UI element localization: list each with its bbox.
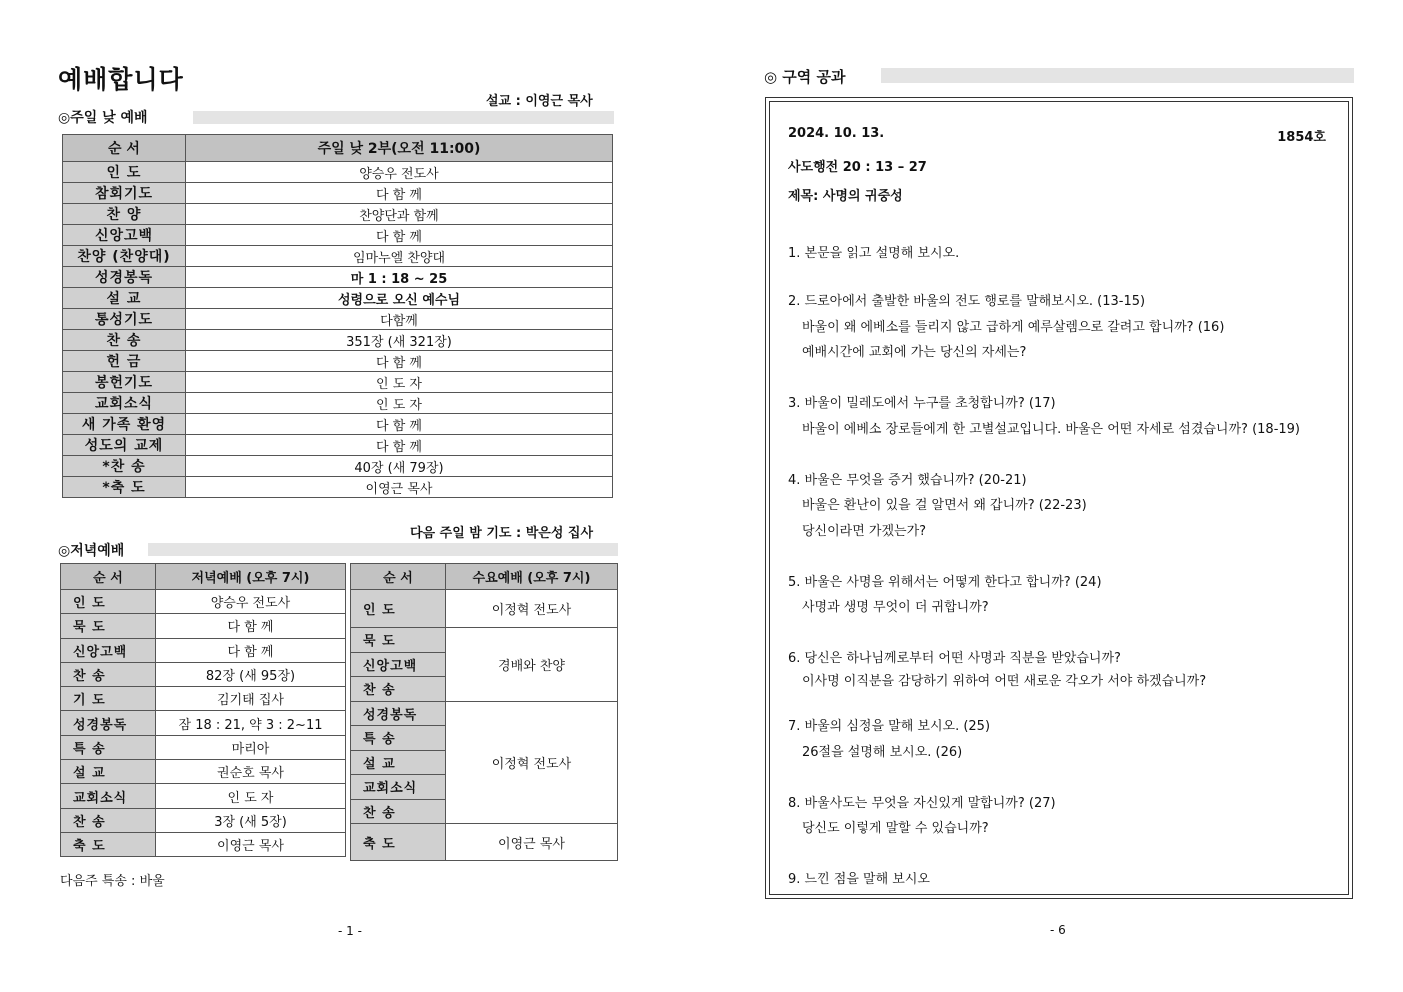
table-row xyxy=(63,435,613,456)
row-value: 찬양단과 함께 xyxy=(186,204,613,225)
table-row xyxy=(61,808,346,832)
column-header-service: 주일 낮 2부(오전 11:00) xyxy=(186,135,613,162)
row-label: 신앙고백 xyxy=(61,638,156,662)
row-label: 성경봉독 xyxy=(61,711,156,735)
table-row xyxy=(61,662,346,686)
row-label: 교회소식 xyxy=(351,775,446,800)
scripture-reference: 사도행전 20 : 13 – 27 xyxy=(788,160,927,175)
row-label: 성경봉독 xyxy=(351,701,446,726)
question-subline: 사명과 생명 무엇이 더 귀합니까? xyxy=(802,600,989,615)
question-item: 1. 본문을 읽고 설명해 보시오. xyxy=(788,246,960,261)
row-label: 새 가족 환영 xyxy=(63,414,186,435)
row-label: 교회소식 xyxy=(63,393,186,414)
table-row xyxy=(63,414,613,435)
question-item: 4. 바울은 무엇을 증거 했습니까? (20-21) xyxy=(788,473,1027,488)
page-title: 예배합니다 xyxy=(58,65,184,94)
morning-service-table xyxy=(62,134,613,498)
row-label: 찬 송 xyxy=(61,662,156,686)
row-label: 성도의 교제 xyxy=(63,435,186,456)
row-value: 다 함 께 xyxy=(186,351,613,372)
table-row xyxy=(63,477,613,498)
table-row xyxy=(63,393,613,414)
row-value: 40장 (새 79장) xyxy=(186,456,613,477)
row-value: 성령으로 오신 예수님 xyxy=(186,288,613,309)
row-label: 인 도 xyxy=(351,590,446,628)
table-row xyxy=(63,225,613,246)
issue-number: 1854호 xyxy=(1277,130,1326,145)
lesson-subject: 제목: 사명의 귀중성 xyxy=(788,189,903,204)
row-value: 다 함 께 xyxy=(186,225,613,246)
row-value: 경배와 찬양 xyxy=(446,628,618,702)
row-label: 통성기도 xyxy=(63,309,186,330)
row-value: 양승우 전도사 xyxy=(186,162,613,183)
column-header-order: 순 서 xyxy=(61,564,156,590)
row-label: 성경봉독 xyxy=(63,267,186,288)
row-value: 양승우 전도사 xyxy=(156,590,346,614)
row-value: 82장 (새 95장) xyxy=(156,662,346,686)
wednesday-service-table xyxy=(350,563,618,861)
row-value: 다 함 께 xyxy=(156,614,346,638)
next-special-song: 다음주 특송 : 바울 xyxy=(60,874,165,889)
column-header-service: 수요예배 (오후 7시) xyxy=(446,564,618,590)
question-subline: 당신도 이렇게 말할 수 있습니까? xyxy=(802,821,989,836)
row-label: 인 도 xyxy=(63,162,186,183)
question-item: 6. 당신은 하나님께로부터 어떤 사명과 직분을 받았습니까? xyxy=(788,651,1121,666)
row-label: 헌 금 xyxy=(63,351,186,372)
section-bar xyxy=(881,68,1354,83)
table-row xyxy=(63,330,613,351)
question-item: 8. 바울사도는 무엇을 자신있게 말합니까? (27) xyxy=(788,796,1056,811)
table-row xyxy=(63,456,613,477)
row-label: 설 교 xyxy=(61,760,156,784)
table-row xyxy=(63,267,613,288)
table-row xyxy=(61,784,346,808)
row-value: 다 함 께 xyxy=(186,435,613,456)
row-label: 신앙고백 xyxy=(351,652,446,677)
question-item: 3. 바울이 밀레도에서 누구를 초청합니까? (17) xyxy=(788,396,1056,411)
question-subline: 당신이라면 가겠는가? xyxy=(802,524,927,539)
row-label: 인 도 xyxy=(61,590,156,614)
row-label: 신앙고백 xyxy=(63,225,186,246)
row-label: 찬 송 xyxy=(351,677,446,702)
table-row xyxy=(61,590,346,614)
question-subline: 바울이 왜 에베소를 들리지 않고 급하게 예루살렘으로 갈려고 합니까? (16) xyxy=(802,320,1225,335)
row-label: 특 송 xyxy=(61,735,156,759)
table-row xyxy=(63,246,613,267)
lesson-box xyxy=(765,97,1353,899)
table-row xyxy=(61,687,346,711)
row-value: 다 함 께 xyxy=(186,414,613,435)
evening-heading: ◎저녁예배 xyxy=(58,543,125,559)
row-label: 찬 송 xyxy=(61,808,156,832)
row-value: 이영근 목사 xyxy=(186,477,613,498)
row-label: 교회소식 xyxy=(61,784,156,808)
table-row xyxy=(63,309,613,330)
question-item: 5. 바울은 사명을 위해서는 어떻게 한다고 합니까? (24) xyxy=(788,575,1102,590)
row-value: 다 함 께 xyxy=(156,638,346,662)
table-row xyxy=(61,832,346,856)
table-row xyxy=(61,735,346,759)
table-row xyxy=(63,183,613,204)
row-label: 설 교 xyxy=(63,288,186,309)
row-value: 다함께 xyxy=(186,309,613,330)
table-row xyxy=(63,372,613,393)
cell-lesson-heading: ◎ 구역 공과 xyxy=(764,68,846,86)
next-prayer-note: 다음 주일 밤 기도 : 박은성 집사 xyxy=(410,526,594,541)
table-row xyxy=(61,711,346,735)
table-row xyxy=(61,614,346,638)
row-value: 인 도 자 xyxy=(156,784,346,808)
row-label: 특 송 xyxy=(351,726,446,751)
morning-heading: ◎주일 낮 예배 xyxy=(58,110,148,126)
row-value: 마리아 xyxy=(156,735,346,759)
row-value: 임마누엘 찬양대 xyxy=(186,246,613,267)
table-row xyxy=(63,288,613,309)
lesson-date: 2024. 10. 13. xyxy=(788,126,885,141)
row-value: 잠 18 : 21, 약 3 : 2~11 xyxy=(156,711,346,735)
question-subline: 26절을 설명해 보시오. (26) xyxy=(802,745,963,760)
page-number-left: - 1 - xyxy=(338,924,362,938)
question-subline: 이사명 이직분을 감당하기 위하여 어떤 새로운 각오가 서야 하겠습니까? xyxy=(802,674,1207,689)
row-value: 인 도 자 xyxy=(186,372,613,393)
question-subline: 바울은 환난이 있을 걸 알면서 왜 갑니까? (22-23) xyxy=(802,498,1087,513)
question-subline: 바울이 에베소 장로들에게 한 고별설교입니다. 바울은 어떤 자세로 섬겼습니까? (18-19) xyxy=(802,422,1300,437)
row-value: 이영근 목사 xyxy=(446,824,618,861)
column-header-service: 저녁예배 (오후 7시) xyxy=(156,564,346,590)
row-value: 다 함 께 xyxy=(186,183,613,204)
page-number-right: - 6 xyxy=(1050,923,1066,937)
row-value: 3장 (새 5장) xyxy=(156,808,346,832)
table-row xyxy=(61,760,346,784)
column-header-order: 순 서 xyxy=(63,135,186,162)
table-row xyxy=(63,204,613,225)
column-header-order: 순 서 xyxy=(351,564,446,590)
table-row xyxy=(63,162,613,183)
question-item: 7. 바울의 심정을 말해 보시오. (25) xyxy=(788,719,991,734)
row-value: 마 1 : 18 ~ 25 xyxy=(186,267,613,288)
evening-service-table xyxy=(60,563,346,857)
row-label: 묵 도 xyxy=(61,614,156,638)
table-row xyxy=(61,638,346,662)
row-label: 찬 양 xyxy=(63,204,186,225)
question-subline: 예배시간에 교회에 가는 당신의 자세는? xyxy=(802,345,1027,360)
row-value: 인 도 자 xyxy=(186,393,613,414)
row-label: 축 도 xyxy=(351,824,446,861)
section-bar xyxy=(193,111,614,124)
row-label: *찬 송 xyxy=(63,456,186,477)
row-value: 이정혁 전도사 xyxy=(446,590,618,628)
row-value: 권순호 목사 xyxy=(156,760,346,784)
table-row xyxy=(63,351,613,372)
row-label: 찬 송 xyxy=(351,799,446,824)
row-value: 이영근 목사 xyxy=(156,832,346,856)
row-value: 김기태 집사 xyxy=(156,687,346,711)
row-label: 축 도 xyxy=(61,832,156,856)
preacher-line: 설교 : 이영근 목사 xyxy=(486,94,593,109)
row-label: 찬양 (찬양대) xyxy=(63,246,186,267)
row-label: 기 도 xyxy=(61,687,156,711)
row-label: 묵 도 xyxy=(351,628,446,653)
section-bar xyxy=(148,543,618,556)
row-value: 351장 (새 321장) xyxy=(186,330,613,351)
row-label: 찬 송 xyxy=(63,330,186,351)
row-label: 참회기도 xyxy=(63,183,186,204)
row-label: *축 도 xyxy=(63,477,186,498)
question-item: 9. 느낀 점을 말해 보시오 xyxy=(788,872,930,887)
row-label: 봉헌기도 xyxy=(63,372,186,393)
row-label: 설 교 xyxy=(351,750,446,775)
row-value: 이정혁 전도사 xyxy=(446,701,618,824)
question-item: 2. 드로아에서 출발한 바울의 전도 행로를 말해보시오. (13-15) xyxy=(788,294,1146,309)
